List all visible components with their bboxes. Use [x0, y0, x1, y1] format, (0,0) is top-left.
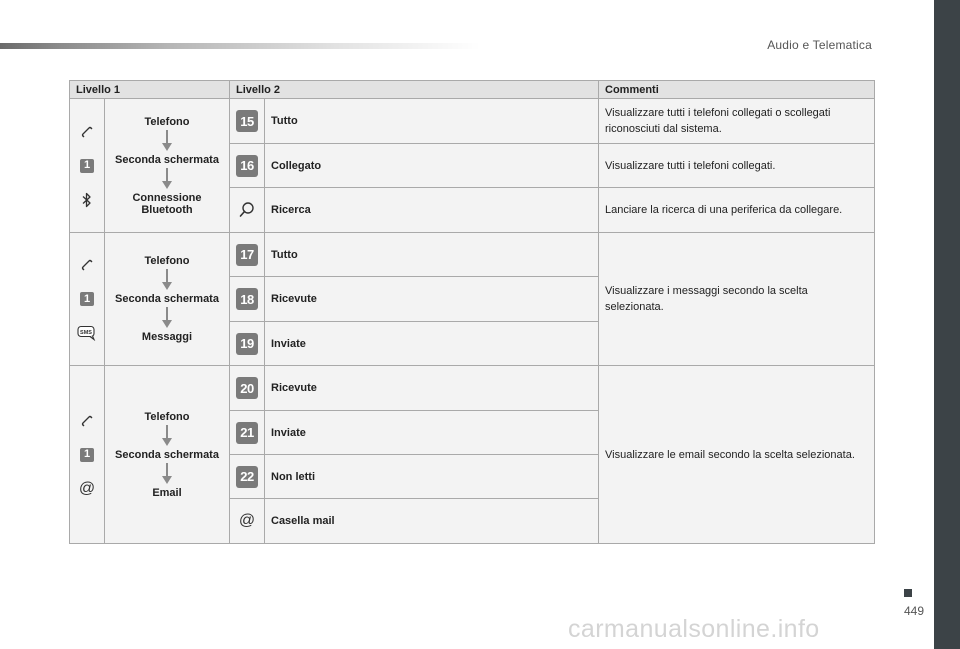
- level2-label: Inviate: [265, 411, 599, 455]
- step-badge: 1: [80, 159, 94, 173]
- level1-path: [105, 233, 230, 366]
- at-sign-icon: @: [78, 479, 96, 497]
- page-marker: [904, 589, 912, 597]
- item-number-badge: 20: [236, 377, 258, 399]
- sms-icon: [76, 322, 98, 344]
- path-step: Connessione Bluetooth: [132, 191, 202, 216]
- path-step: Email: [152, 486, 182, 499]
- item-number-badge: 17: [236, 244, 258, 266]
- table-row: [70, 99, 875, 144]
- item-number-badge: 15: [236, 110, 258, 132]
- arrow-down-icon: [162, 269, 172, 291]
- comment: Visualizzare i messaggi secondo la scelta selezionata.: [599, 233, 875, 366]
- arrow-down-icon: [162, 130, 172, 152]
- level2-label: Collegato: [265, 144, 599, 188]
- level2-label: Tutto: [265, 99, 599, 144]
- level2-label: Ricevute: [265, 366, 599, 411]
- arrow-down-icon: [162, 168, 172, 190]
- phone-icon: [76, 410, 98, 432]
- right-edge-bar: [934, 0, 960, 649]
- item-number-badge: 19: [236, 333, 258, 355]
- path-step: Telefono: [144, 255, 190, 267]
- level2-label: Inviate: [265, 322, 599, 366]
- level2-label: Ricerca: [265, 188, 599, 233]
- arrow-down-icon: [162, 307, 172, 329]
- level2-label: Casella mail: [265, 499, 599, 544]
- arrow-down-icon: [162, 425, 172, 447]
- level1-icons: [70, 99, 105, 233]
- level2-label: Tutto: [265, 233, 599, 277]
- path-step: Telefono: [144, 410, 190, 423]
- page-number: 449: [903, 604, 924, 618]
- column-header-livello-2: Livello 2: [230, 81, 599, 99]
- item-number-badge: 22: [236, 466, 258, 488]
- item-number-badge: 18: [236, 288, 258, 310]
- level2-label: Ricevute: [265, 277, 599, 322]
- step-badge: 1: [80, 292, 94, 306]
- sms-icon-text: SMS: [80, 330, 92, 336]
- at-sign-icon: @: [238, 512, 256, 529]
- column-header-commenti: Commenti: [599, 81, 875, 99]
- header-gradient-bar: [0, 43, 480, 49]
- path-step: Seconda schermata: [115, 448, 219, 461]
- level1-icons: [70, 233, 105, 366]
- bluetooth-icon: [76, 189, 98, 211]
- arrow-down-icon: [162, 463, 172, 485]
- item-number-badge: 16: [236, 155, 258, 177]
- comment: Visualizzare tutti i telefoni collegati o scollegati riconosciuti dal sistema.: [599, 99, 875, 144]
- comment: Lanciare la ricerca di una periferica da collegare.: [599, 188, 875, 233]
- section-title: Audio e Telematica: [767, 38, 872, 52]
- path-step: Telefono: [144, 115, 190, 128]
- level2-label: Non letti: [265, 455, 599, 499]
- comment: Visualizzare tutti i telefoni collegati.: [599, 144, 875, 188]
- column-header-livello-1: Livello 1: [70, 81, 230, 99]
- path-step: Seconda schermata: [115, 153, 219, 166]
- watermark: carmanualsonline.info: [568, 615, 820, 643]
- search-icon: [236, 199, 258, 221]
- level1-path: [105, 366, 230, 544]
- item-number-badge: 21: [236, 422, 258, 444]
- table-row: [70, 233, 875, 277]
- phone-icon: [76, 254, 98, 276]
- phone-icon: [76, 121, 98, 143]
- path-step: Messaggi: [141, 331, 193, 343]
- menu-table: [69, 80, 875, 544]
- level1-icons: [70, 366, 105, 544]
- level1-path: [105, 99, 230, 233]
- path-step: Seconda schermata: [115, 293, 219, 305]
- table-header-row: [70, 81, 875, 99]
- comment: Visualizzare le email secondo la scelta selezionata.: [599, 366, 875, 544]
- table-row: [70, 366, 875, 411]
- step-badge: 1: [80, 448, 94, 462]
